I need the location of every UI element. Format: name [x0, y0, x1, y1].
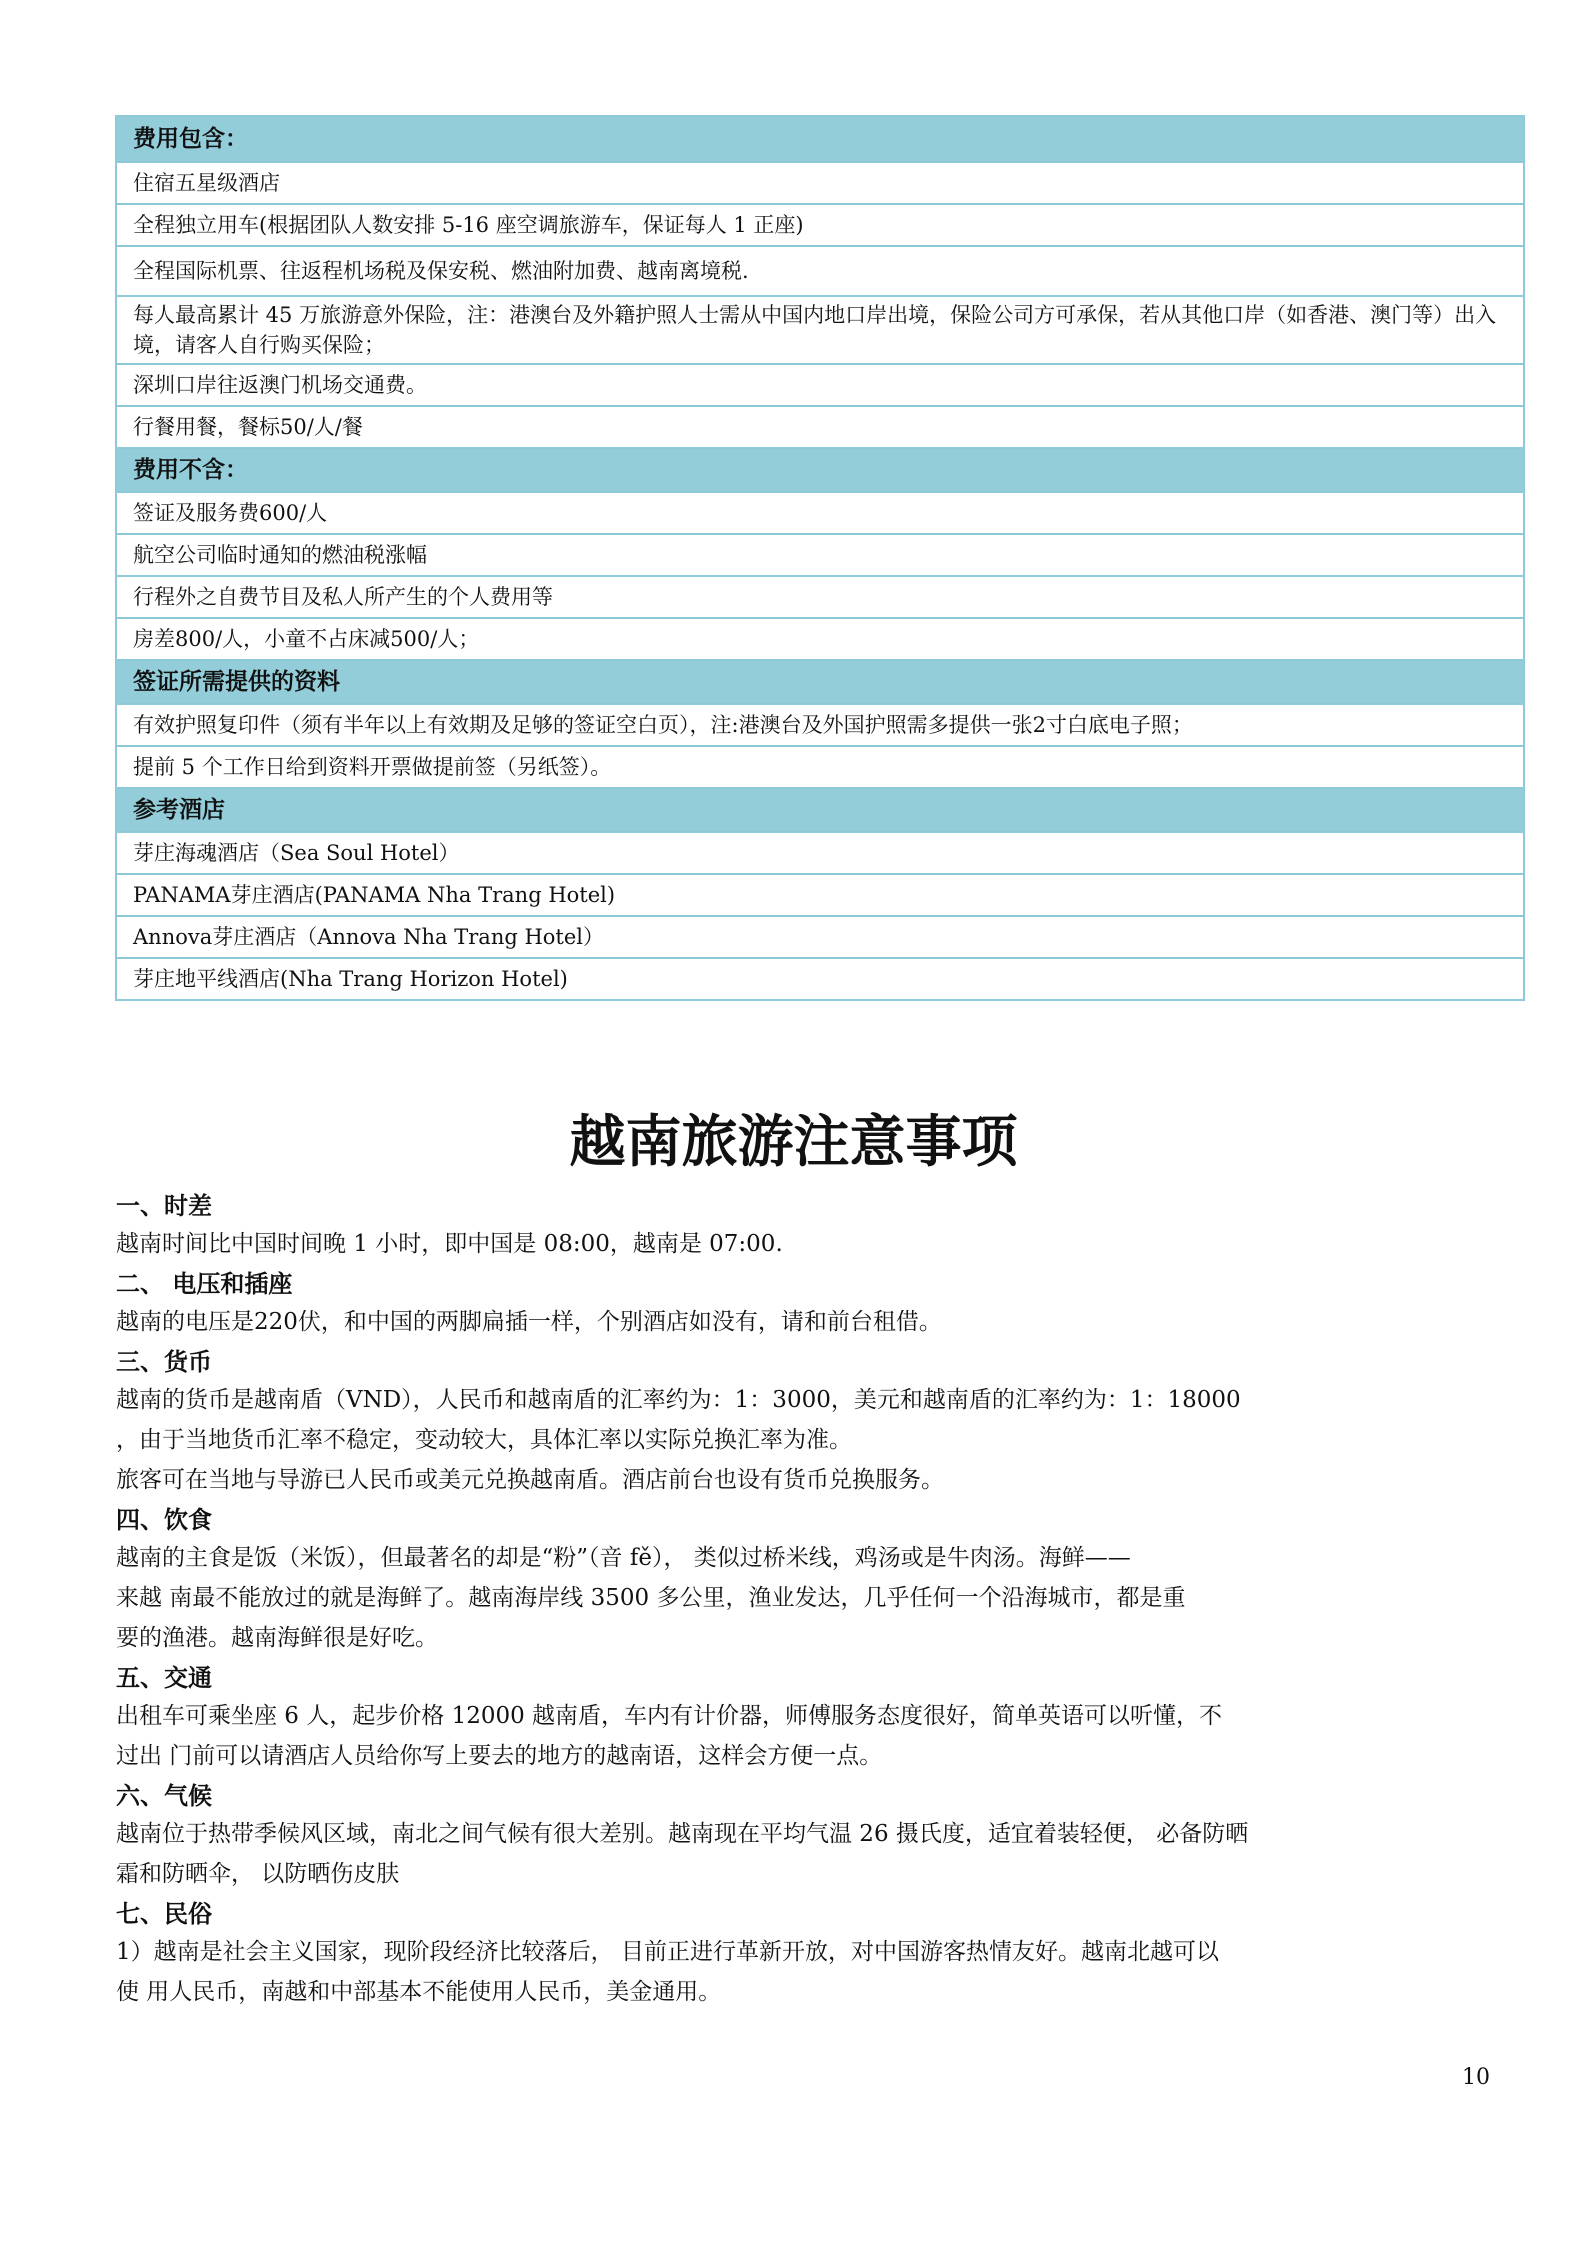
section-heading-transport: 五、交通: [116, 1664, 212, 1692]
table-row: 签证及服务费600/人: [117, 491, 1523, 533]
section-heading-climate: 六、气候: [116, 1782, 212, 1810]
page-title: 越南旅游注意事项: [569, 1110, 1018, 1175]
table-row: 芽庄地平线酒店(Nha Trang Horizon Hotel): [117, 957, 1523, 999]
paragraph: 来越 南最不能放过的就是海鲜了。越南海岸线 3500 多公里，渔业发达，几乎任何一个沿海城市，都是重: [116, 1585, 1186, 1611]
table-row: 有效护照复印件（须有半年以上有效期及足够的签证空白页），注:港澳台及外国护照需多提供一张2寸白底电子照；: [117, 703, 1523, 745]
section-heading-food: 四、饮食: [116, 1506, 212, 1534]
paragraph: 越南的主食是饭（米饭），但最著名的却是“粉”（音 fě）， 类似过桥米线，鸡汤或是牛肉汤。海鲜——: [116, 1545, 1131, 1571]
fees-table: [115, 115, 1525, 1001]
paragraph: 旅客可在当地与导游已人民币或美元兑换越南盾。酒店前台也设有货币兑换服务。: [116, 1467, 944, 1493]
section-heading-time: 一、时差: [116, 1192, 212, 1220]
paragraph: 越南的电压是220伏，和中国的两脚扁插一样，个别酒店如没有，请和前台租借。: [116, 1309, 942, 1335]
table-row: 提前 5 个工作日给到资料开票做提前签（另纸签）。: [117, 745, 1523, 787]
table-row: 行程外之自费节目及私人所产生的个人费用等: [117, 575, 1523, 617]
table-row: 芽庄海魂酒店（Sea Soul Hotel）: [117, 831, 1523, 873]
table-row: 航空公司临时通知的燃油税涨幅: [117, 533, 1523, 575]
table-row: 行餐用餐，餐标50/人/餐: [117, 405, 1523, 447]
paragraph: 出租车可乘坐座 6 人，起步价格 12000 越南盾，车内有计价器，师傅服务态度很好，简单英语可以听懂，不: [116, 1703, 1223, 1729]
paragraph: 越南的货币是越南盾（VND），人民币和越南盾的汇率约为：1：3000，美元和越南盾的汇率约为：1：18000: [116, 1387, 1241, 1413]
paragraph: 要的渔港。越南海鲜很是好吃。: [116, 1625, 438, 1651]
paragraph: 1）越南是社会主义国家，现阶段经济比较落后， 目前正进行革新开放，对中国游客热情友好。越南北越可以: [116, 1939, 1219, 1965]
paragraph: 过出 门前可以请酒店人员给你写上要去的地方的越南语，这样会方便一点。: [116, 1743, 883, 1769]
table-row: Annova芽庄酒店（Annova Nha Trang Hotel）: [117, 915, 1523, 957]
table-row: 全程独立用车(根据团队人数安排 5-16 座空调旅游车，保证每人 1 正座): [117, 203, 1523, 245]
paragraph: ，由于当地货币汇率不稳定，变动较大，具体汇率以实际兑换汇率为准。: [116, 1427, 852, 1453]
table-row: PANAMA芽庄酒店(PANAMA Nha Trang Hotel): [117, 873, 1523, 915]
section-header-visa-docs: 签证所需提供的资料: [117, 659, 1523, 703]
table-row: 房差800/人，小童不占床减500/人；: [117, 617, 1523, 659]
section-heading-currency: 三、货币: [116, 1348, 212, 1376]
section-heading-voltage: 二、 电压和插座: [116, 1270, 293, 1298]
paragraph: 霜和防晒伞， 以防晒伤皮肤: [116, 1861, 400, 1887]
section-header-fees-included: 费用包含：: [117, 117, 1523, 161]
table-row: 每人最高累计 45 万旅游意外保险，注：港澳台及外籍护照人士需从中国内地口岸出境，保险公司方可承保，若从其他口岸（如香港、澳门等）出入境，请客人自行购买保险；: [117, 295, 1523, 363]
section-heading-customs: 七、民俗: [116, 1900, 212, 1928]
paragraph: 使 用人民币，南越和中部基本不能使用人民币，美金通用。: [116, 1979, 722, 2005]
paragraph: 越南时间比中国时间晚 1 小时，即中国是 08:00，越南是 07:00.: [116, 1231, 783, 1257]
paragraph: 越南位于热带季候风区域，南北之间气候有很大差别。越南现在平均气温 26 摄氏度，适宜着装轻便， 必备防晒: [116, 1821, 1249, 1847]
table-row: 住宿五星级酒店: [117, 161, 1523, 203]
section-header-hotels: 参考酒店: [117, 787, 1523, 831]
table-row: 深圳口岸往返澳门机场交通费。: [117, 363, 1523, 405]
table-row: 全程国际机票、往返程机场税及保安税、燃油附加费、越南离境税.: [117, 245, 1523, 295]
travel-notes: [116, 1187, 1496, 2013]
page-number: 10: [1462, 2065, 1490, 2090]
section-header-fees-excluded: 费用不含：: [117, 447, 1523, 491]
